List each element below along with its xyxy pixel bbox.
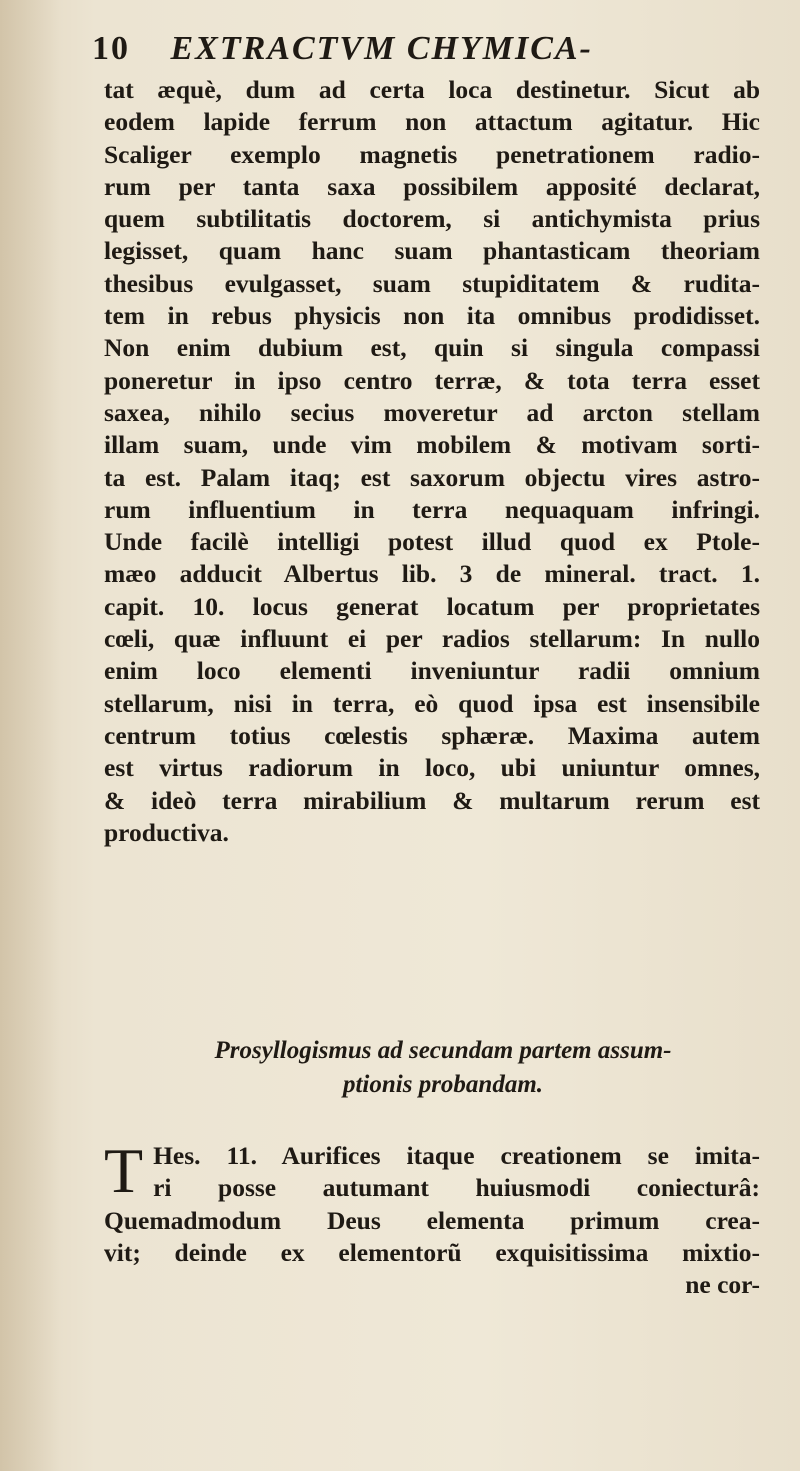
running-head: EXTRACTVM CHYMICA- xyxy=(170,30,593,67)
text-line: mæo adducit Albertus lib. 3 de mineral. tract. 1. xyxy=(104,559,760,589)
text-line: eodem lapide ferrum non attactum agitatur. Hic xyxy=(104,107,760,137)
text-line: quem subtilitatis doctorem, si antichymista prius xyxy=(104,204,760,234)
text-line: Hes. 11. Aurifices itaque creationem se imita- xyxy=(153,1141,760,1170)
text-line: Non enim dubium est, quin si singula compassi xyxy=(104,333,760,363)
text-line: rum per tanta saxa possibilem apposité declarat, xyxy=(104,171,760,201)
catchword: ne cor- xyxy=(685,1270,760,1300)
thesis-paragraph xyxy=(104,1135,760,1301)
text-line: legisset, quam hanc suam phantasticam theoriam xyxy=(104,236,760,266)
text-line: stellarum, nisi in terra, eò quod ipsa est insensibile xyxy=(104,688,760,718)
text-line: rum influentium in terra nequaquam infringi. xyxy=(104,494,760,524)
text-line: tem in rebus physicis non ita omnibus prodidisset. xyxy=(104,301,760,331)
text-line: enim loco elementi inveniuntur radii omnium xyxy=(104,656,760,686)
text-line: poneretur in ipso centro terræ, & tota terra esset xyxy=(104,365,760,395)
text-line: saxea, nihilo secius moveretur ad arcton stellam xyxy=(104,397,760,427)
text-line: centrum totius cœlestis sphæræ. Maxima autem xyxy=(104,720,760,750)
text-line: illam suam, unde vim mobilem & motivam sorti- xyxy=(104,430,760,460)
text-line: ta est. Palam itaq; est saxorum objectu vires astro- xyxy=(104,462,760,492)
text-line: Quemadmodum Deus elementa primum crea- xyxy=(104,1205,760,1235)
text-line: capit. 10. locus generat locatum per proprietates xyxy=(104,591,760,621)
text-line: cœli, quæ influunt ei per radios stellarum: In nullo xyxy=(104,624,760,654)
text-line: est virtus radiorum in loco, ubi uniuntur omnes, xyxy=(104,753,760,783)
heading-line: Prosyllogismus ad secundam partem assum- xyxy=(214,1037,672,1064)
page-number: 10 xyxy=(92,30,130,67)
text-line: Scaliger exemplo magnetis penetrationem radio- xyxy=(104,139,760,169)
text-line: ri posse autumant huiusmodi coniecturâ: xyxy=(153,1173,760,1203)
drop-capital: T xyxy=(104,1135,144,1206)
text-line: productiva. xyxy=(104,817,229,847)
text-line: vit; deinde ex elementorũ exquisitissima mixtio- xyxy=(104,1237,760,1267)
section-heading xyxy=(148,1034,738,1102)
text-line: tat æquè, dum ad certa loca destinetur. Sicut ab xyxy=(104,75,760,104)
heading-line: ptionis probandam. xyxy=(342,1071,544,1098)
body-paragraph xyxy=(104,74,760,849)
text-line: Unde facilè intelligi potest illud quod ex Ptole- xyxy=(104,527,760,557)
text-line: thesibus evulgasset, suam stupiditatem & rudita- xyxy=(104,268,760,298)
page-edge-shadow xyxy=(0,0,60,1471)
text-line: & ideò terra mirabilium & multarum rerum est xyxy=(104,785,760,815)
